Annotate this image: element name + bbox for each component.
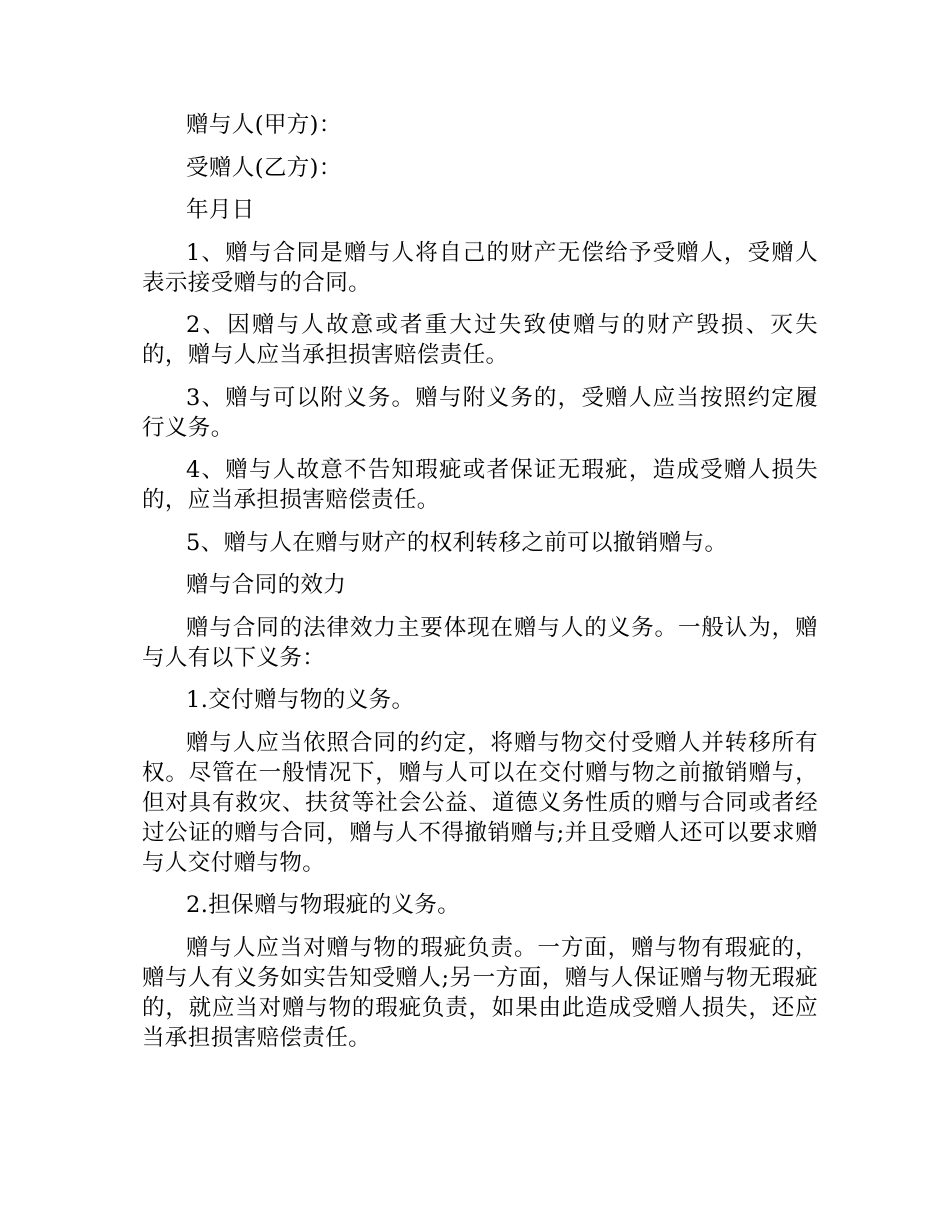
document-body — [142, 110, 818, 1065]
section-heading: 赠与合同的效力 — [186, 572, 347, 598]
clause-4: 4、赠与人故意不告知瑕疵或者保证无瑕疵，造成受赠人损失的，应当承担损害赔偿责任。 — [142, 457, 818, 513]
obligation-1-heading: 1.交付赠与物的义务。 — [186, 687, 415, 713]
date-line: 年月日 — [186, 197, 255, 223]
clause-2: 2、因赠与人故意或者重大过失致使赠与的财产毁损、灭失的，赠与人应当承担损害赔偿责任。 — [142, 312, 818, 368]
obligation-2-body: 赠与人应当对赠与物的瑕疵负责。一方面，赠与物有瑕疵的，赠与人有义务如实告知受赠人;另一方面，赠与人保证赠与物无瑕疵的，就应当对赠与物的瑕疵负责，如果由此造成受赠人损失，还应当承担损害赔偿责任。 — [142, 934, 818, 1051]
clause-1: 1、赠与合同是赠与人将自己的财产无偿给予受赠人，受赠人表示接受赠与的合同。 — [142, 239, 818, 296]
clause-3: 3、赠与可以附义务。赠与附义务的，受赠人应当按照约定履行义务。 — [142, 384, 818, 441]
donee-party-line: 受赠人(乙方)： — [186, 154, 342, 181]
obligation-1-body: 赠与人应当依照合同的约定，将赠与物交付受赠人并转移所有权。尽管在一般情况下，赠与人可以在交付赠与物之前撤销赠与，但对具有救灾、扶贫等社会公益、道德义务性质的赠与合同或者经过公证的赠与合同，赠与人不得撤销赠与;并且受赠人还可以要求赠与人交付赠与物。 — [142, 729, 818, 876]
obligation-2-heading: 2.担保赠与物瑕疵的义务。 — [186, 892, 461, 918]
section-intro: 赠与合同的法律效力主要体现在赠与人的义务。一般认为，赠与人有以下义务： — [142, 614, 818, 671]
donor-party-line: 赠与人(甲方)： — [186, 112, 342, 138]
clause-5: 5、赠与人在赠与财产的权利转移之前可以撤销赠与。 — [186, 529, 728, 556]
